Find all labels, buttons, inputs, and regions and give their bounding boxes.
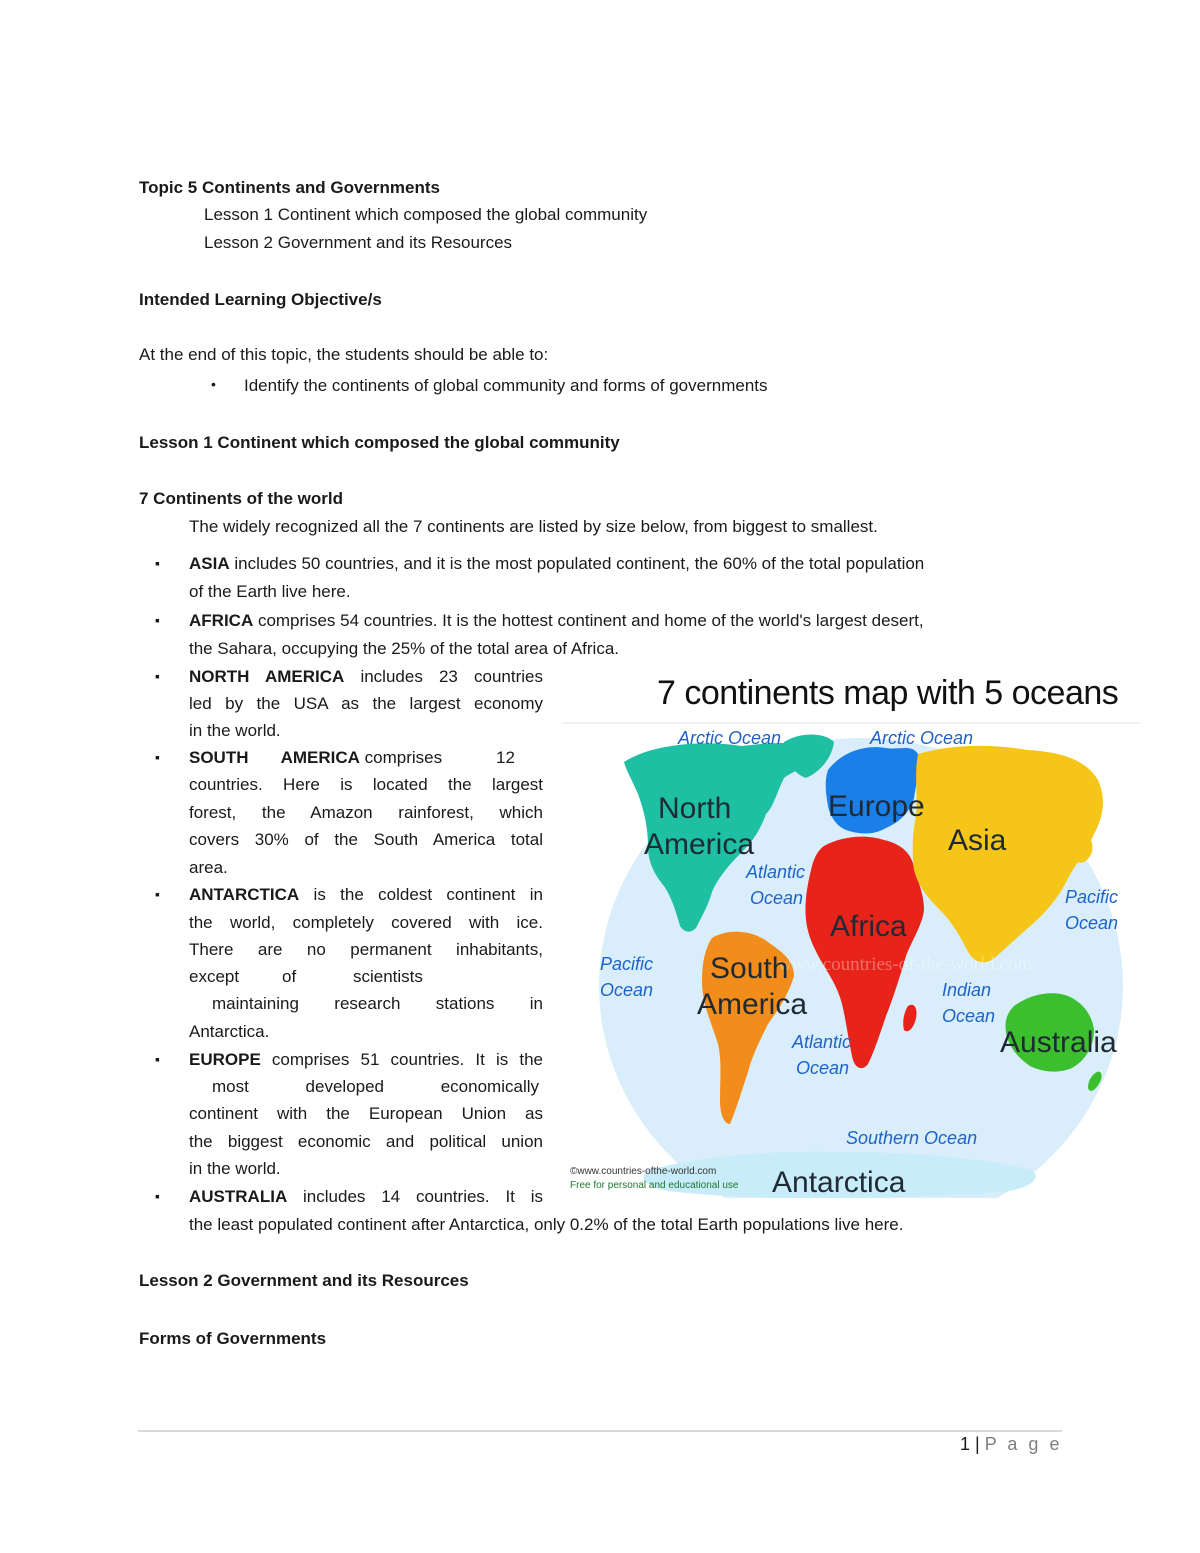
antarctica-line3: There are no permanent inhabitants, (189, 940, 543, 959)
lesson1-outline: Lesson 1 Continent which composed the global community (204, 205, 648, 224)
antarctica-line6: Antarctica. (189, 1022, 270, 1041)
antarctica-line4-c: scientists (353, 967, 423, 986)
south-america-line4: covers 30% of the South America total (189, 830, 543, 849)
antarctica-line5: maintaining research stations in (212, 994, 543, 1013)
objectives-heading: Intended Learning Objective/s (139, 290, 382, 309)
antarctica-line4-a: except (189, 967, 240, 986)
europe-line4: the biggest economic and political union (189, 1132, 543, 1151)
objective-item: Identify the continents of global community and forms of governments (244, 376, 768, 395)
world-map (562, 670, 1140, 1200)
continent-label-south-america: South America (697, 952, 808, 1021)
bullet-square-icon: ▪ (155, 886, 160, 902)
antarctica-line1: ANTARCTICA is the coldest continent in (189, 885, 543, 904)
bullet-square-icon: ▪ (155, 749, 160, 765)
ocean-label-southern: Southern Ocean (846, 1128, 978, 1148)
north-america-line2: led by the USA as the largest economy (189, 694, 543, 713)
continent-label-africa: Africa (830, 910, 907, 943)
asia-line2: of the Earth live here. (189, 582, 351, 601)
asia-line1: ASIA includes 50 countries, and it is the most populated continent, the 60% of the total population (189, 554, 925, 573)
map-credit-line2: Free for personal and educational use (570, 1180, 739, 1191)
south-america-line3: forest, the Amazon rainforest, which (189, 803, 543, 822)
continents-subheading: 7 Continents of the world (139, 489, 343, 508)
footer-separator: | (975, 1434, 980, 1454)
antarctica-line2: the world, completely covered with ice. (189, 913, 543, 932)
ocean-label-arctic-east: Arctic Ocean (870, 728, 974, 748)
south-america-line1: SOUTH AMERICA comprises (189, 748, 443, 767)
lesson1-heading: Lesson 1 Continent which composed the global community (139, 433, 620, 452)
bullet-square-icon: ▪ (155, 668, 160, 684)
ocean-label-indian: Indian Ocean (942, 980, 996, 1026)
objectives-intro: At the end of this topic, the students should be able to: (139, 345, 549, 364)
bullet-square-icon: ▪ (155, 612, 160, 628)
topic-title: Topic 5 Continents and Governments (139, 178, 440, 197)
africa-line2: the Sahara, occupying the 25% of the total area of Africa. (189, 639, 619, 658)
australia-line2: the least populated continent after Antarctica, only 0.2% of the total Earth populations live here. (189, 1215, 904, 1234)
antarctica-line4-b: of (282, 967, 297, 986)
map-title: 7 continents map with 5 oceans (657, 674, 1119, 712)
europe-line1: EUROPE comprises 51 countries. It is the (189, 1050, 543, 1069)
europe-line5: in the world. (189, 1159, 281, 1178)
bullet-square-icon: ▪ (155, 1051, 160, 1067)
continent-label-antarctica: Antarctica (772, 1166, 906, 1199)
ocean-label-atlantic-north: Atlantic Ocean (746, 862, 806, 908)
continents-intro: The widely recognized all the 7 continents are listed by size below, from biggest to smallest. (189, 517, 878, 536)
bullet-square-icon: ▪ (155, 1188, 160, 1204)
footer-divider (138, 1430, 1062, 1432)
ocean-label-atlantic-south: Atlantic Ocean (792, 1032, 852, 1078)
continent-label-australia: Australia (1000, 1026, 1117, 1059)
continents-map-figure (562, 670, 1140, 1200)
south-america-line2: countries. Here is located the largest (189, 775, 543, 794)
bullet-square-icon: ▪ (155, 555, 160, 571)
continent-label-north-america: North America (644, 792, 755, 861)
page-number: 1 (960, 1434, 971, 1454)
map-credit-line1: ©www.countries-ofthe-world.com (570, 1166, 717, 1177)
south-america-count: 12 (496, 748, 515, 767)
ocean-label-pacific-west: Pacific Ocean (600, 954, 654, 1000)
bullet-round-icon: • (211, 376, 216, 392)
continent-label-europe: Europe (828, 790, 925, 823)
lesson2-heading: Lesson 2 Government and its Resources (139, 1271, 469, 1290)
australia-line1: AUSTRALIA includes 14 countries. It is (189, 1187, 543, 1206)
south-america-line5: area. (189, 858, 228, 877)
forms-of-governments-heading: Forms of Governments (139, 1329, 327, 1348)
ocean-label-arctic-west: Arctic Ocean (678, 728, 782, 748)
page-label: P a g e (984, 1434, 1063, 1454)
europe-line3: continent with the European Union as (189, 1104, 543, 1123)
europe-line2: most developed economically (212, 1077, 539, 1096)
north-america-line1: NORTH AMERICA includes 23 countries (189, 667, 543, 686)
continent-label-asia: Asia (948, 824, 1007, 857)
africa-line1: AFRICA comprises 54 countries. It is the hottest continent and home of the world's largest desert, (189, 611, 924, 630)
lesson2-outline: Lesson 2 Government and its Resources (204, 233, 513, 252)
north-america-line3: in the world. (189, 721, 281, 740)
ocean-label-pacific-east: Pacific Ocean (1065, 887, 1119, 933)
map-watermark: www.countries-of-the-world.com (778, 954, 1033, 975)
page-footer (960, 1434, 1062, 1455)
